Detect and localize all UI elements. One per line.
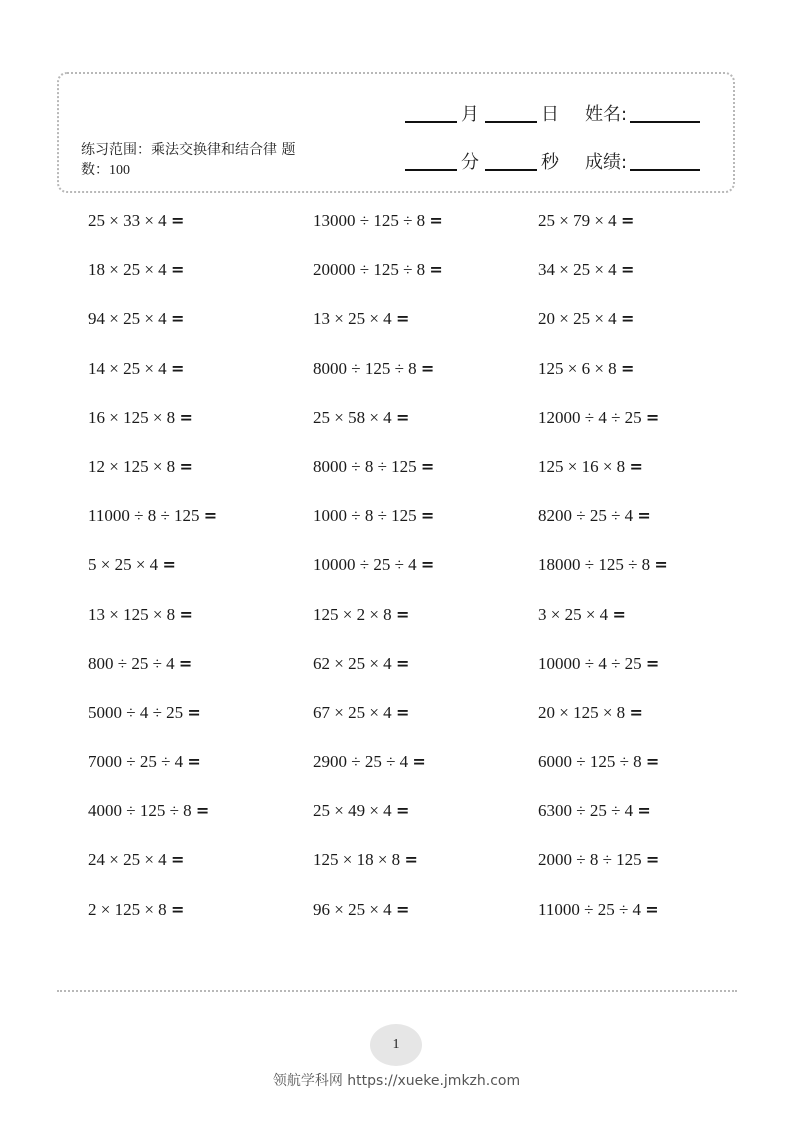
page-number-badge [370,1024,422,1066]
date-name-row [405,100,700,126]
bottom-divider [57,990,737,992]
problem: 13 × 125 × 8 = [88,604,193,624]
problem: 10000 ÷ 25 ÷ 4 = [313,555,435,575]
problem: 8000 ÷ 8 ÷ 125 = [313,456,435,476]
count-value: 100 [109,163,130,178]
problem: 25 × 49 × 4 = [313,801,410,821]
problem: 67 × 25 × 4 = [313,702,410,722]
problem: 94 × 25 × 4 = [88,309,185,329]
problem: 10000 ÷ 4 ÷ 25 = [538,653,660,673]
problem: 6000 ÷ 125 ÷ 8 = [538,752,660,772]
problem: 8200 ÷ 25 ÷ 4 = [538,506,651,526]
problem: 2000 ÷ 8 ÷ 125 = [538,850,660,870]
problem: 13000 ÷ 125 ÷ 8 = [313,211,443,230]
minute-label: 分 [461,152,479,173]
range-label: 练习范围：乘法交换律和结合律 [81,142,277,158]
problem: 125 × 2 × 8 = [313,604,410,624]
second-blank[interactable] [485,151,537,171]
problem: 3 × 25 × 4 = [538,604,626,624]
problem: 12000 ÷ 4 ÷ 25 = [538,407,660,427]
problem: 14 × 25 × 4 = [88,358,185,378]
day-blank[interactable] [485,103,537,123]
problem: 25 × 79 × 4 = [538,211,635,230]
problem: 7000 ÷ 25 ÷ 4 = [88,752,201,772]
month-label: 月 [461,104,479,125]
day-label: 日 [541,104,559,125]
problem: 5000 ÷ 4 ÷ 25 = [88,702,201,722]
problem: 1000 ÷ 8 ÷ 125 = [313,506,435,526]
problem: 20 × 125 × 8 = [538,702,643,722]
problem: 5 × 25 × 4 = [88,555,176,575]
problem: 20 × 25 × 4 = [538,309,635,329]
problem: 11000 ÷ 25 ÷ 4 = [538,899,659,919]
month-blank[interactable] [405,103,457,123]
problem: 11000 ÷ 8 ÷ 125 = [88,506,218,526]
problem: 25 × 58 × 4 = [313,407,410,427]
problem: 4000 ÷ 125 ÷ 8 = [88,801,210,821]
problem: 125 × 6 × 8 = [538,358,635,378]
practice-range [81,140,311,181]
problem: 96 × 25 × 4 = [313,899,410,919]
problem: 16 × 125 × 8 = [88,407,193,427]
name-blank[interactable] [630,103,700,123]
score-blank[interactable] [630,151,700,171]
problem: 13 × 25 × 4 = [313,309,410,329]
problem: 12 × 125 × 8 = [88,456,193,476]
problem: 800 ÷ 25 ÷ 4 = [88,653,193,673]
problem: 18 × 25 × 4 = [88,260,185,280]
header-box [57,72,735,193]
problem-grid [88,208,728,946]
name-label: 姓名: [585,104,628,125]
problem: 2 × 125 × 8 = [88,899,185,919]
problem: 24 × 25 × 4 = [88,850,185,870]
problem: 2900 ÷ 25 ÷ 4 = [313,752,426,772]
problem: 25 × 33 × 4 = [88,211,185,230]
problem: 125 × 16 × 8 = [538,456,643,476]
problem: 20000 ÷ 125 ÷ 8 = [313,260,443,280]
footer-watermark: 领航学科网 https://xueke.jmkzh.com [272,1073,521,1089]
second-label: 秒 [541,152,559,173]
minute-blank[interactable] [405,151,457,171]
problem: 125 × 18 × 8 = [313,850,418,870]
problem: 8000 ÷ 125 ÷ 8 = [313,358,435,378]
problem: 18000 ÷ 125 ÷ 8 = [538,555,668,575]
problem: 62 × 25 × 4 = [313,653,410,673]
time-score-row [405,148,700,174]
problem: 6300 ÷ 25 ÷ 4 = [538,801,651,821]
count-label: 题数： [81,142,296,178]
score-label: 成绩: [585,152,628,173]
problem: 34 × 25 × 4 = [538,260,635,280]
page-number: 1 [392,1037,400,1052]
